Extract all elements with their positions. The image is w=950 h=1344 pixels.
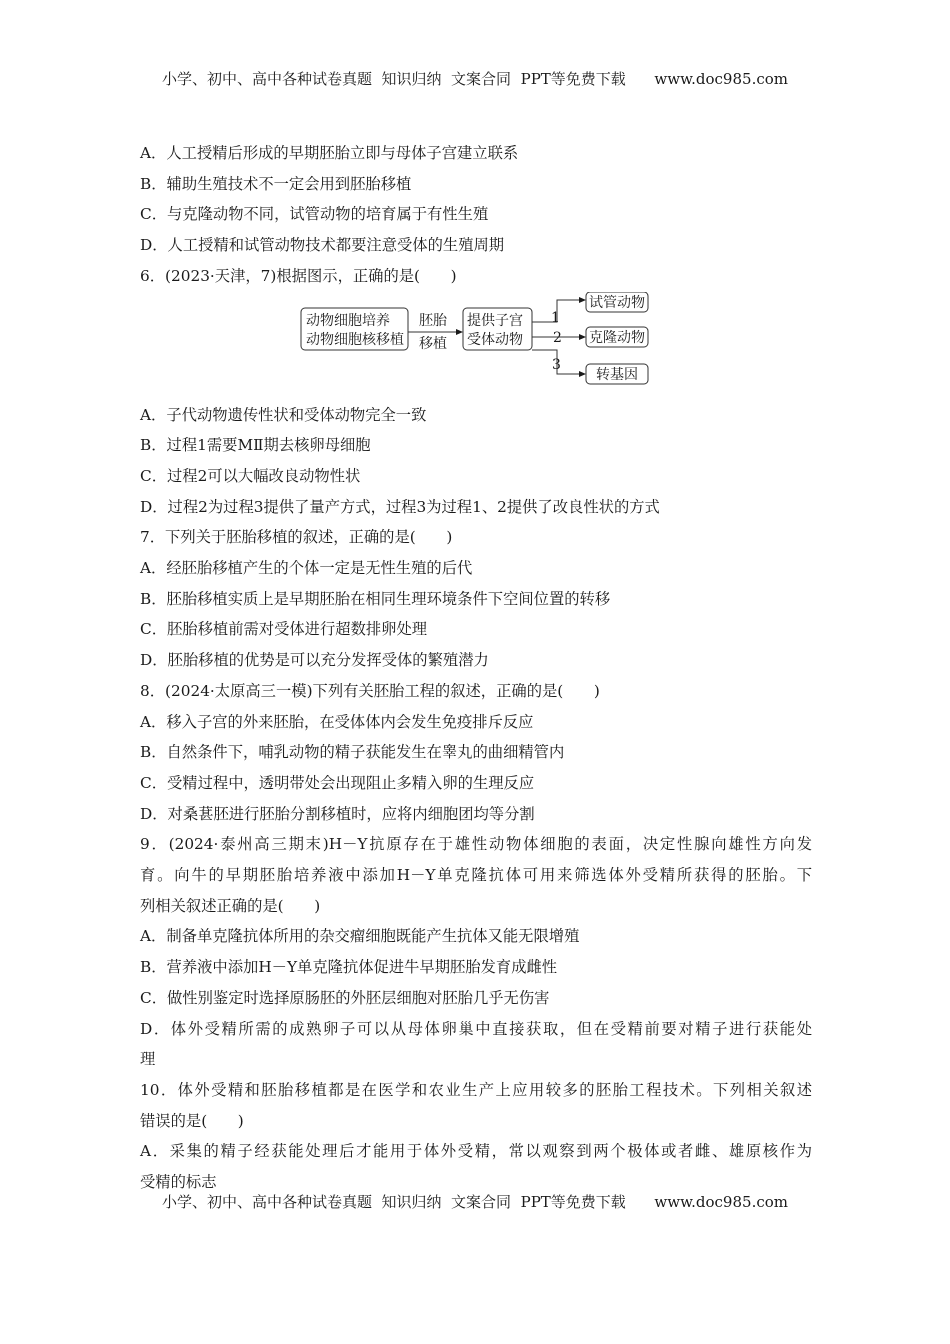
- label-2: 2: [553, 329, 562, 346]
- source-line2: 动物细胞核移植: [306, 331, 404, 348]
- q6-option-d: D．过程2为过程3提供了量产方式，过程3为过程1、2提供了改良性状的方式: [140, 497, 660, 516]
- q9-option-d-line2: 理: [140, 1050, 156, 1069]
- output-transgenic: 转基因: [596, 366, 638, 383]
- output-test-tube-animal: 试管动物: [589, 294, 645, 311]
- q6-option-a: A．子代动物遗传性状和受体动物完全一致: [140, 405, 427, 424]
- page-header: 小学、初中、高中各种试卷真题 知识归纳 文案合同 PPT等免费下载 www.doc985.com: [161, 70, 788, 88]
- q6-stem: 6．(2023·天津，7)根据图示，正确的是( ): [140, 266, 457, 285]
- q9-stem-line2: 育。向牛的早期胚胎培养液中添加H－Y单克隆抗体可用来筛选体外受精所获得的胚胎。下: [140, 866, 812, 885]
- source-line1: 动物细胞培养: [306, 312, 390, 329]
- question-content: [140, 138, 812, 1198]
- q9-option-b: B．营养液中添加H－Y单克隆抗体促进牛早期胚胎发育成雌性: [140, 958, 558, 977]
- q10-option-a-line1: A．采集的精子经获能处理后才能用于体外受精，常以观察到两个极体或者雌、雄原核作为: [140, 1142, 812, 1161]
- q7-option-b: B．胚胎移植实质上是早期胚胎在相同生理环境条件下空间位置的转移: [140, 589, 611, 608]
- q8-option-d: D．对桑葚胚进行胚胎分割移植时，应将内细胞团均等分割: [140, 804, 535, 823]
- arrow-label1: 胚胎: [419, 312, 447, 329]
- q6-option-b: B．过程1需要MⅡ期去核卵母细胞: [140, 436, 371, 455]
- q10-stem-line2: 错误的是( ): [140, 1111, 244, 1130]
- q5-option-a: A．人工授精后形成的早期胚胎立即与母体子宫建立联系: [140, 144, 519, 162]
- q10-stem-line1: 10．体外受精和胚胎移植都是在医学和农业生产上应用较多的胚胎工程技术。下列相关叙述: [140, 1080, 812, 1099]
- q10-option-a-line2: 受精的标志: [140, 1173, 217, 1192]
- q8-option-b: B．自然条件下，哺乳动物的精子获能发生在睾丸的曲细精管内: [140, 743, 565, 762]
- label-1: 1: [551, 309, 560, 326]
- q8-option-c: C．受精过程中，透明带处会出现阻止多精入卵的生理反应: [140, 773, 535, 792]
- q9-option-d-line1: D．体外受精所需的成熟卵子可以从母体卵巢中直接获取，但在受精前要对精子进行获能处: [140, 1019, 812, 1038]
- q9-option-c: C．做性别鉴定时选择原肠胚的外胚层细胞对胚胎几乎无伤害: [140, 988, 550, 1007]
- output-cloned-animal: 克隆动物: [589, 329, 645, 346]
- q5-option-d: D．人工授精和试管动物技术都要注意受体的生殖周期: [140, 236, 505, 255]
- q7-option-c: C．胚胎移植前需对受体进行超数排卵处理: [140, 620, 428, 639]
- label-3: 3: [552, 356, 561, 373]
- recipient-line1: 提供子宫: [467, 312, 523, 329]
- q9-stem-line3: 列相关叙述正确的是( ): [140, 896, 321, 915]
- recipient-line2: 受体动物: [467, 331, 523, 348]
- q5-option-c: C．与克隆动物不同，试管动物的培育属于有性生殖: [140, 205, 489, 224]
- q9-option-a: A．制备单克隆抗体所用的杂交瘤细胞既能产生抗体又能无限增殖: [140, 927, 580, 946]
- arrow-label2: 移植: [419, 335, 447, 352]
- q5-option-b: B．辅助生殖技术不一定会用到胚胎移植: [140, 174, 412, 193]
- q8-stem: 8．(2024·太原高三一模)下列有关胚胎工程的叙述，正确的是( ): [140, 681, 600, 700]
- q6-diagram: [140, 292, 812, 400]
- q9-stem-line1: 9．(2024·泰州高三期末)H－Y抗原存在于雄性动物体细胞的表面，决定性腺向雄性方向发: [140, 835, 812, 854]
- q8-option-a: A．移入子宫的外来胚胎，在受体体内会发生免疫排斥反应: [140, 712, 534, 731]
- page-footer: 小学、初中、高中各种试卷真题 知识归纳 文案合同 PPT等免费下载 www.doc985.com: [161, 1193, 788, 1211]
- q7-stem: 7．下列关于胚胎移植的叙述，正确的是( ): [140, 528, 453, 547]
- q7-option-a: A．经胚胎移植产生的个体一定是无性生殖的后代: [140, 559, 473, 578]
- q6-option-c: C．过程2可以大幅改良动物性状: [140, 466, 361, 485]
- q7-option-d: D．胚胎移植的优势是可以充分发挥受体的繁殖潜力: [140, 651, 489, 670]
